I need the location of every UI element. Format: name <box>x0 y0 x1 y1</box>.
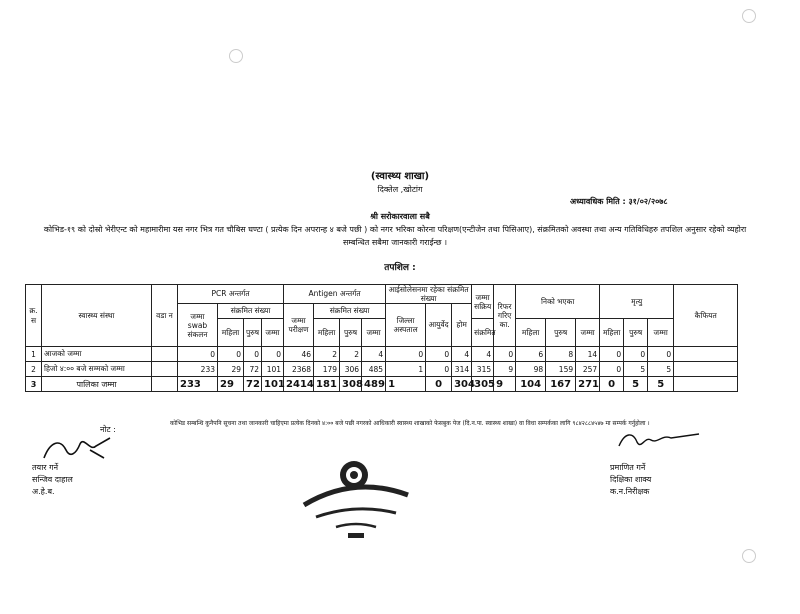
header-org: स्वास्थ्य संस्था <box>42 285 152 347</box>
prepared-by-name: सन्जिव दाहाल <box>32 475 73 484</box>
cell-ag-test: 2414 <box>284 377 314 392</box>
update-date: अध्यावधिक मिति : ३१/०२/२०७८ <box>570 197 668 206</box>
cell-active: 315 <box>472 362 494 377</box>
cell-ag-test: 2368 <box>284 362 314 377</box>
certified-by-post: क.न.निरीक्षक <box>610 487 650 496</box>
left-signature-scribble <box>40 432 120 464</box>
cell-rec-female: 104 <box>516 377 546 392</box>
cell-death-male: 0 <box>624 347 648 362</box>
cell-rec-total: 271 <box>576 377 600 392</box>
cell-iso-ayurved: 0 <box>426 347 452 362</box>
header-total: जम्मा <box>362 319 386 347</box>
header-swab: जम्मा swab संकलन <box>178 304 218 347</box>
table-header-row <box>26 285 738 304</box>
cell-org: आजको जम्मा <box>42 347 152 362</box>
certified-by-name: दिक्षिका शाक्य <box>610 475 652 484</box>
cell-iso-district: 1 <box>386 377 426 392</box>
intro-paragraph: कोभिड-१९ को दोस्रो भेरीएन्ट को महामारीमा यस नगर भित्र गत चौबिस घण्टा ( प्रत्येक दिन अपरान्ह ४ बजे पछी ) को नगर भरिका कोरना परिक्षण(एन्टीजेन तथा पिसिआए), संक्रमितको अवस्था तथा अन्य गतिविधिहरु तपशिल अनुसार रहेको व्यहोरा सम्बन्धित सबैमा जानकारी गराईन्छ । <box>43 225 747 247</box>
header-remarks: कैफियत <box>674 285 738 347</box>
official-stamp <box>296 455 416 545</box>
addressee: श्री सरोकारवाला सबै <box>370 212 430 221</box>
header-recovered: निको भएका <box>516 285 600 319</box>
cell-ag-female: 2 <box>314 347 340 362</box>
cell-ag-male: 308 <box>340 377 362 392</box>
header-male: पुरुष <box>624 319 648 347</box>
header-male: पुरुष <box>244 319 262 347</box>
cell-pcr-swab: 0 <box>178 347 218 362</box>
header-ward: वडा न <box>152 285 178 347</box>
cell-ag-male: 306 <box>340 362 362 377</box>
cell-rec-total: 257 <box>576 362 600 377</box>
cell-refer: 9 <box>494 377 516 392</box>
header-total: जम्मा <box>648 319 674 347</box>
header-pcr-infected: संक्रमित संख्या <box>218 304 284 319</box>
cell-ag-male: 2 <box>340 347 362 362</box>
cell-death-female: 0 <box>600 377 624 392</box>
header-female: महिला <box>516 319 546 347</box>
header-antigen: Antigen अन्तर्गत <box>284 285 386 304</box>
cell-ag-total: 4 <box>362 347 386 362</box>
header-male: पुरुष <box>546 319 576 347</box>
cell-rec-male: 8 <box>546 347 576 362</box>
cell-death-female: 0 <box>600 347 624 362</box>
cell-active: 4 <box>472 347 494 362</box>
cell-iso-home: 314 <box>452 362 472 377</box>
document-title: (स्वास्थ्य शाखा) <box>370 171 430 182</box>
cell-pcr-swab: 233 <box>178 362 218 377</box>
cell-iso-district: 0 <box>386 347 426 362</box>
punch-hole-mark <box>742 9 756 23</box>
cell-pcr-male: 72 <box>244 362 262 377</box>
cell-pcr-male: 72 <box>244 377 262 392</box>
punch-hole-mark <box>742 549 756 563</box>
header-pcr: PCR अन्तर्गत <box>178 285 284 304</box>
header-female: महिला <box>218 319 244 347</box>
cell-rec-total: 14 <box>576 347 600 362</box>
cell-remarks <box>674 347 738 362</box>
punch-hole-mark <box>229 49 243 63</box>
prepared-by-label: तयार गर्ने <box>32 463 59 472</box>
header-district-hospital: जिल्ला अस्पताल <box>386 304 426 347</box>
header-male: पुरुष <box>340 319 362 347</box>
certified-by-block <box>610 462 651 498</box>
cell-refer: 9 <box>494 362 516 377</box>
cell-sn: 3 <box>26 377 42 392</box>
cell-iso-home: 304 <box>452 377 472 392</box>
cell-iso-ayurved: 0 <box>426 377 452 392</box>
header-active: जम्मा सक्रिय <box>472 285 494 319</box>
cell-active: 305 <box>472 377 494 392</box>
cell-refer: 0 <box>494 347 516 362</box>
cell-ag-female: 181 <box>314 377 340 392</box>
header-total: जम्मा <box>576 319 600 347</box>
header-ag-infected: संक्रमित संख्या <box>314 304 386 319</box>
header-total-test: जम्मा परीक्षण <box>284 304 314 347</box>
header-refer: रिफर गरिए का. <box>494 285 516 347</box>
cell-org: पालिका जम्मा <box>42 377 152 392</box>
document-subtitle: दिक्तेल ,खोटांग <box>377 185 423 194</box>
cell-death-female: 0 <box>600 362 624 377</box>
cell-remarks <box>674 362 738 377</box>
cell-ag-total: 489 <box>362 377 386 392</box>
prepared-by-post: अ.हे.ब. <box>32 487 55 496</box>
cell-ag-test: 46 <box>284 347 314 362</box>
header-female: महिला <box>600 319 624 347</box>
cell-pcr-total: 0 <box>262 347 284 362</box>
prepared-by-block <box>32 462 73 498</box>
cell-pcr-total: 101 <box>262 362 284 377</box>
cell-rec-male: 159 <box>546 362 576 377</box>
cell-remarks <box>674 377 738 392</box>
cell-sn: 2 <box>26 362 42 377</box>
cell-death-male: 5 <box>624 377 648 392</box>
table-row <box>26 347 738 362</box>
cell-pcr-swab: 233 <box>178 377 218 392</box>
cell-pcr-female: 0 <box>218 347 244 362</box>
header-female: महिला <box>314 319 340 347</box>
cell-pcr-female: 29 <box>218 377 244 392</box>
note-label: नोट : <box>100 425 116 434</box>
footnote: कोभिड सम्बन्धि कुनैपनि सूचना तथा जानकारी चाहिएमा प्रत्येक दिनको ४:०० बजे पछी नगरको आधिकारी स्वास्थ्य शाखाको फेसबुक पेज (दि.न.पा. स्वास्थ्य शाखा) वा विधा सम्पर्कका लागि ९८४२८८४५४७ मा सम्पर्क गर्नुहोला । <box>170 420 650 427</box>
cell-rec-female: 6 <box>516 347 546 362</box>
certified-by-label: प्रमाणित गर्ने <box>610 463 646 472</box>
cell-ward <box>152 377 178 392</box>
details-heading: तपशिल : <box>384 263 416 273</box>
cell-iso-home: 4 <box>452 347 472 362</box>
cell-pcr-male: 0 <box>244 347 262 362</box>
cell-pcr-female: 29 <box>218 362 244 377</box>
header-isolation: आईसोलेसनमा रहेका संक्रमित संख्या <box>386 285 472 304</box>
cell-ag-total: 485 <box>362 362 386 377</box>
table-row <box>26 362 738 377</box>
cell-rec-female: 98 <box>516 362 546 377</box>
right-signature-scribble <box>615 426 705 456</box>
covid-status-table <box>25 284 738 392</box>
cell-iso-ayurved: 0 <box>426 362 452 377</box>
cell-ward <box>152 362 178 377</box>
header-total: जम्मा <box>262 319 284 347</box>
header-active-infected: संक्रमित <box>472 319 494 347</box>
cell-death-male: 5 <box>624 362 648 377</box>
table-row-total <box>26 377 738 392</box>
header-ayurved: आयुर्वेद <box>426 304 452 347</box>
cell-ag-female: 179 <box>314 362 340 377</box>
cell-pcr-total: 101 <box>262 377 284 392</box>
cell-sn: 1 <box>26 347 42 362</box>
cell-rec-male: 167 <box>546 377 576 392</box>
cell-iso-district: 1 <box>386 362 426 377</box>
cell-org: हिजो ४:०० बजे सम्मको जम्मा <box>42 362 152 377</box>
cell-death-total: 0 <box>648 347 674 362</box>
header-home: होम <box>452 304 472 347</box>
header-sn: क्र. स <box>26 285 42 347</box>
cell-death-total: 5 <box>648 377 674 392</box>
header-death: मृत्यु <box>600 285 674 319</box>
cell-ward <box>152 347 178 362</box>
cell-death-total: 5 <box>648 362 674 377</box>
